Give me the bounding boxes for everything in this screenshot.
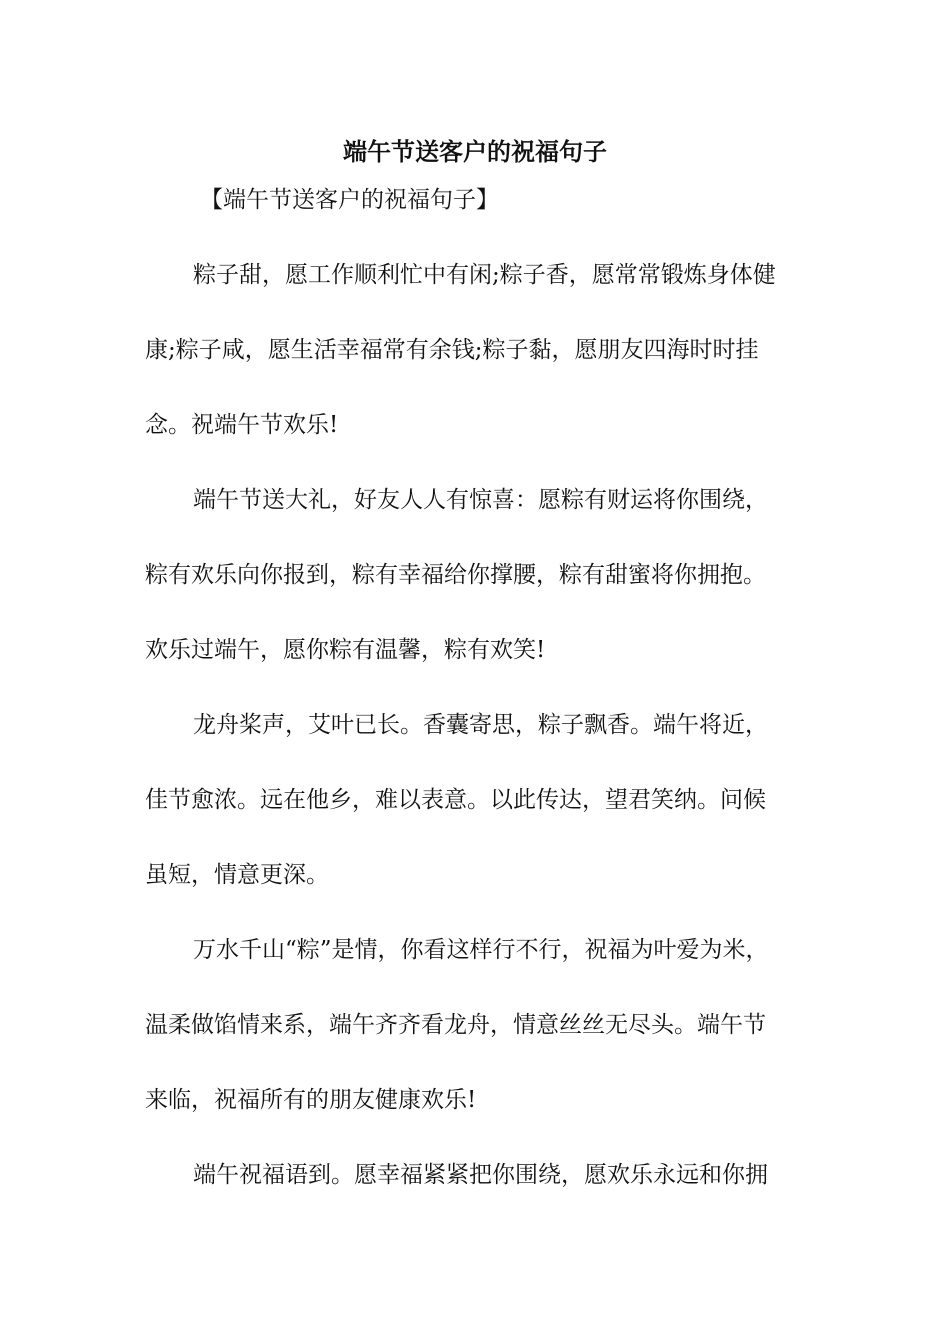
page-subtitle: 【端午节送客户的祝福句子】 bbox=[200, 187, 499, 213]
paragraph-1-line-1: 粽子甜，愿工作顺利忙中有闲;粽子香，愿常常锻炼身体健 bbox=[193, 262, 776, 288]
paragraph-2-line-2: 粽有欢乐向你报到，粽有幸福给你撑腰，粽有甜蜜将你拥抱。 bbox=[145, 562, 766, 588]
paragraph-2-line-3: 欢乐过端午，愿你粽有温馨，粽有欢笑! bbox=[145, 637, 546, 663]
paragraph-4-line-2: 温柔做馅情来系，端午齐齐看龙舟，情意丝丝无尽头。端午节 bbox=[145, 1012, 766, 1038]
paragraph-4-line-1: 万水千山“粽”是情，你看这样行不行，祝福为叶爱为米， bbox=[193, 937, 769, 963]
paragraph-3-line-1: 龙舟桨声，艾叶已长。香囊寄思，粽子飘香。端午将近， bbox=[193, 712, 768, 738]
paragraph-1-line-3: 念。祝端午节欢乐! bbox=[145, 412, 339, 438]
paragraph-3-line-2: 佳节愈浓。远在他乡，难以表意。以此传达，望君笑纳。问候 bbox=[145, 787, 766, 813]
paragraph-1-line-2: 康;粽子咸，愿生活幸福常有余钱;粽子黏，愿朋友四海时时挂 bbox=[145, 337, 759, 363]
page-title: 端午节送客户的祝福句子 bbox=[343, 137, 607, 166]
paragraph-3-line-3: 虽短，情意更深。 bbox=[145, 862, 329, 888]
paragraph-2-line-1: 端午节送大礼，好友人人有惊喜：愿粽有财运将你围绕， bbox=[193, 487, 768, 513]
paragraph-5-line-1: 端午祝福语到。愿幸福紧紧把你围绕，愿欢乐永远和你拥 bbox=[193, 1162, 768, 1188]
paragraph-4-line-3: 来临，祝福所有的朋友健康欢乐! bbox=[145, 1087, 477, 1113]
